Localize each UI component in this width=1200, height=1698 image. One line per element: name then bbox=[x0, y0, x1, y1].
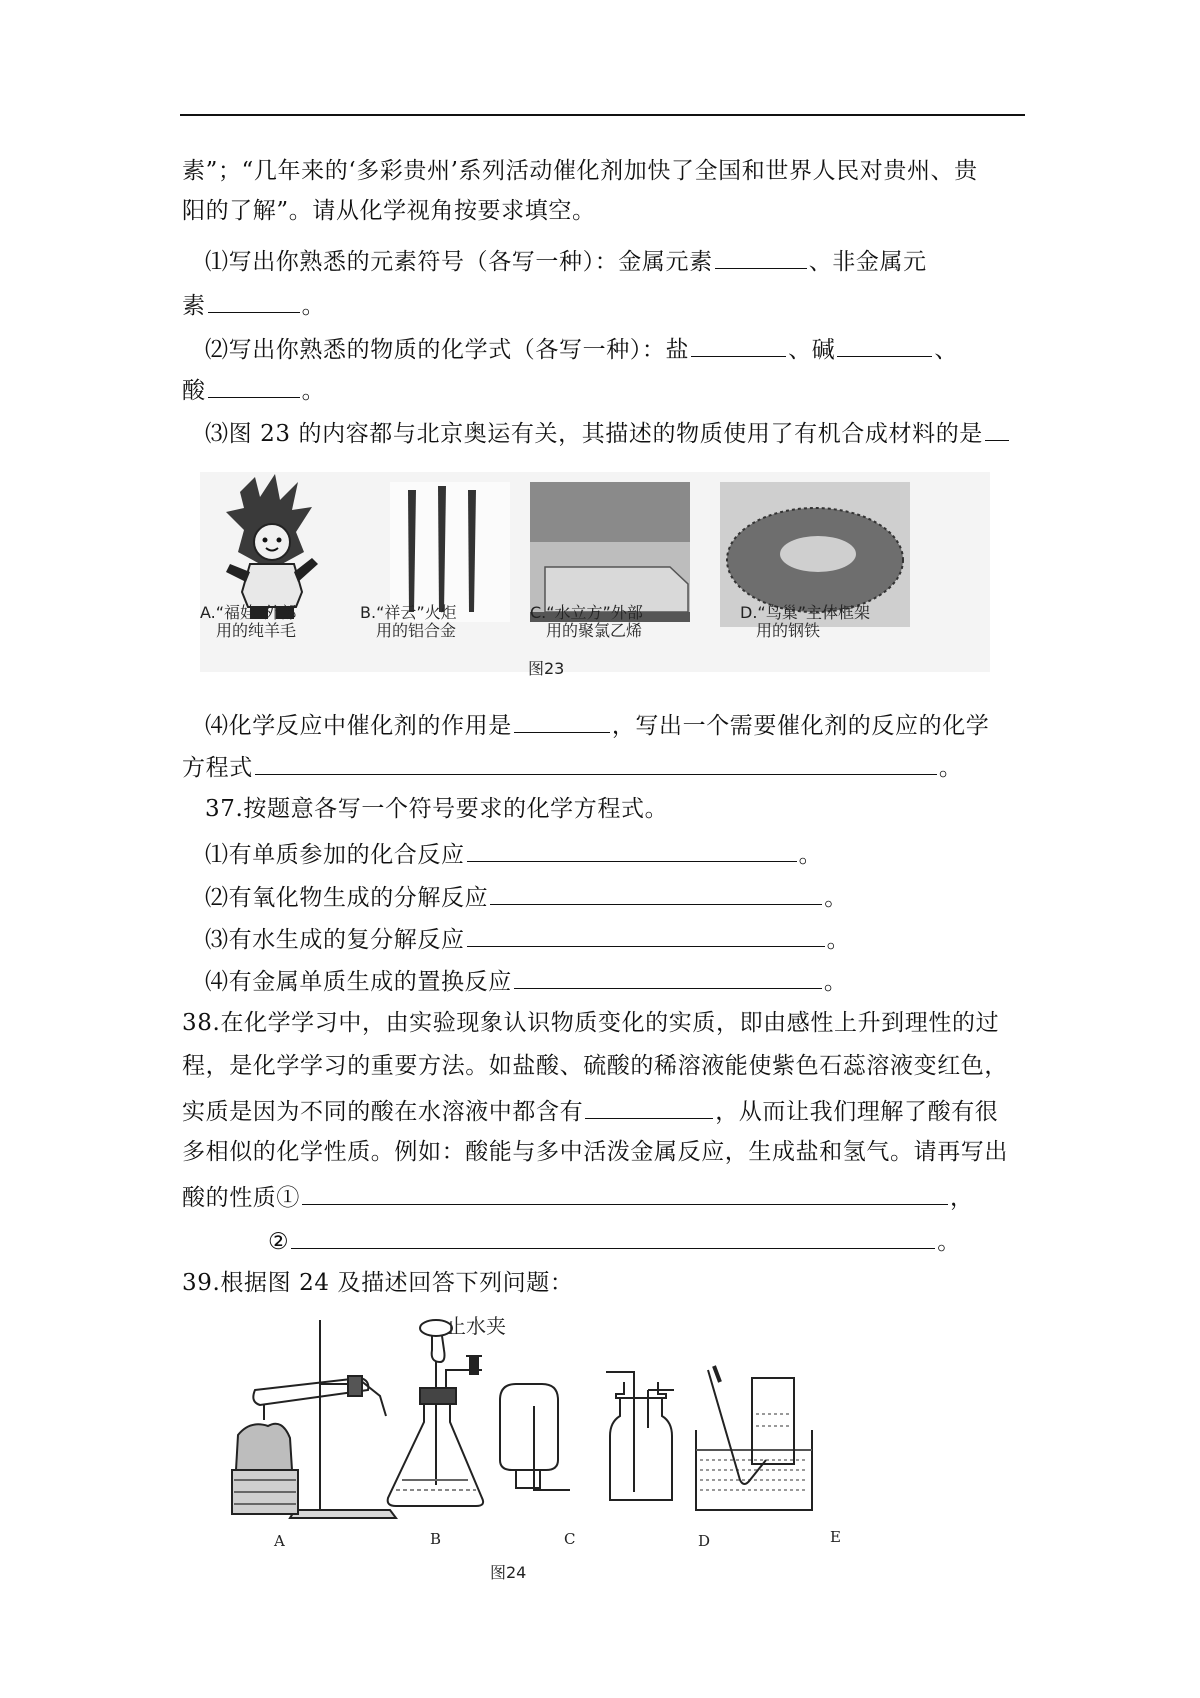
answer-blank bbox=[985, 416, 1009, 441]
dunhao: 、 bbox=[934, 337, 958, 363]
answer-blank bbox=[585, 1094, 713, 1119]
caption-d-line-1: D.“鸟巢”主体框架 bbox=[740, 603, 870, 622]
apparatus-e-drawing bbox=[696, 1366, 812, 1510]
period: 。 bbox=[826, 927, 851, 953]
q38-line-3 bbox=[182, 1094, 998, 1127]
caption-b-line-1: B.“祥云”火炬 bbox=[360, 603, 457, 622]
figure-23 bbox=[200, 472, 990, 682]
apparatus-d-drawing bbox=[606, 1372, 674, 1500]
period: 。 bbox=[938, 755, 963, 781]
q39-intro: 39.根据图 24 及描述回答下列问题： bbox=[182, 1270, 574, 1296]
answer-blank bbox=[467, 922, 825, 947]
q36-part4 bbox=[205, 708, 989, 741]
figure-24 bbox=[220, 1310, 940, 1580]
apparatus-a-drawing bbox=[232, 1320, 396, 1518]
answer-blank bbox=[837, 332, 932, 357]
q36-part4-text: ⑷化学反应中催化剂的作用是 bbox=[205, 713, 512, 739]
answer-blank bbox=[291, 1224, 935, 1249]
q38-line-5 bbox=[182, 1180, 974, 1213]
q37-item-4 bbox=[205, 964, 847, 997]
figure-23-caption-d bbox=[740, 604, 870, 640]
q37-item-2 bbox=[205, 880, 848, 913]
q36-part2-cont bbox=[182, 373, 325, 406]
caption-a-line-1: A.“福娃”外部 bbox=[200, 603, 297, 622]
answer-blank bbox=[467, 837, 797, 862]
header-rule bbox=[180, 114, 1025, 116]
period: 。 bbox=[301, 378, 326, 404]
answer-blank bbox=[208, 288, 300, 313]
answer-blank bbox=[691, 332, 786, 357]
period: 。 bbox=[937, 1229, 961, 1255]
q36-part4-cont bbox=[182, 750, 962, 783]
period: 。 bbox=[798, 842, 823, 868]
apparatus-label-b: B bbox=[430, 1530, 442, 1548]
q36-part3-text: ⑶图 23 的内容都与北京奥运有关，其描述的物质使用了有机合成材料的是 bbox=[205, 421, 983, 447]
q37-item-2-text: ⑵有氧化物生成的分解反应 bbox=[205, 885, 489, 911]
q37-item-4-text: ⑷有金属单质生成的置换反应 bbox=[205, 969, 512, 995]
apparatus-c-drawing bbox=[500, 1384, 570, 1490]
answer-blank bbox=[715, 244, 807, 269]
caption-d-line-2: 用的钢铁 bbox=[756, 621, 821, 640]
q37-item-1 bbox=[205, 837, 822, 870]
q38-line-3-text: 实质是因为不同的酸在水溶液中都含有 bbox=[182, 1099, 584, 1125]
apparatus-label-d: D bbox=[698, 1532, 711, 1550]
caption-c-line-2: 用的聚氯乙烯 bbox=[546, 621, 643, 640]
figure-23-caption-b bbox=[360, 604, 457, 640]
q38-line-1: 38.在化学学习中，由实验现象认识物质变化的实质，即由感性上升到理性的过 bbox=[182, 1010, 1000, 1036]
q36-text-line-1: 素”；“几年来的‘多彩贵州’系列活动催化剂加快了全国和世界人民对贵州、贵 bbox=[182, 158, 978, 184]
q38-line-4: 多相似的化学性质。例如：酸能与多中活泼金属反应，生成盐和氢气。请再写出 bbox=[182, 1139, 1008, 1165]
q36-part1-text-c: 素 bbox=[182, 293, 206, 319]
q38-line-5-text: 酸的性质① bbox=[182, 1185, 300, 1211]
q36-part4-text-b: ，写出一个需要催化剂的反应的化学 bbox=[611, 713, 990, 739]
q36-part2-text: ⑵写出你熟悉的物质的化学式（各写一种）：盐 bbox=[205, 337, 690, 363]
q37-intro: 37.按题意各写一个符号要求的化学方程式。 bbox=[205, 796, 669, 822]
apparatus-label-e: E bbox=[830, 1528, 841, 1546]
apparatus-label-c: C bbox=[564, 1530, 576, 1548]
figure-23-label: 图23 bbox=[528, 659, 565, 678]
q38-line-2: 程，是化学学习的重要方法。如盐酸、硫酸的稀溶液能使紫色石蕊溶液变红色， bbox=[182, 1053, 1008, 1079]
q36-part1-text-b: 、非金属元 bbox=[808, 249, 927, 275]
period: 。 bbox=[823, 969, 848, 995]
torch-image bbox=[390, 482, 510, 622]
q36-part2 bbox=[205, 332, 958, 365]
comma: ， bbox=[950, 1185, 974, 1211]
figure-23-photos bbox=[200, 472, 990, 682]
period: 。 bbox=[301, 293, 326, 319]
figure-23-caption-c bbox=[530, 604, 643, 640]
answer-blank bbox=[208, 373, 300, 398]
answer-blank bbox=[514, 964, 822, 989]
figure-23-caption-a bbox=[200, 604, 296, 640]
q38-line-3-text-b: ，从而让我们理解了酸有很 bbox=[715, 1099, 999, 1125]
answer-blank bbox=[255, 750, 937, 775]
q37-item-3 bbox=[205, 922, 850, 955]
caption-b-line-2: 用的铝合金 bbox=[376, 621, 457, 640]
q36-part2-text-b: 、碱 bbox=[788, 337, 836, 363]
q37-item-1-text: ⑴有单质参加的化合反应 bbox=[205, 842, 465, 868]
caption-c-line-1: C.“水立方”外部 bbox=[530, 603, 643, 622]
q36-part1 bbox=[205, 244, 927, 277]
apparatus-label-a: A bbox=[274, 1532, 285, 1550]
apparatus-b-drawing bbox=[388, 1320, 483, 1506]
q36-part1-text: ⑴写出你熟悉的元素符号（各写一种）：金属元素 bbox=[205, 249, 713, 275]
q38-line-6-text: ② bbox=[268, 1229, 290, 1255]
caption-a-line-2: 用的纯羊毛 bbox=[216, 621, 297, 640]
answer-blank bbox=[302, 1180, 948, 1205]
answer-blank bbox=[490, 880, 822, 905]
water-cube-image bbox=[530, 482, 690, 622]
period: 。 bbox=[824, 885, 848, 911]
q36-part1-cont bbox=[182, 288, 325, 321]
figure-24-label: 图24 bbox=[490, 1563, 527, 1582]
q36-text-line-2: 阳的了解”。请从化学视角按要求填空。 bbox=[182, 198, 596, 224]
q36-part3 bbox=[205, 416, 1011, 449]
q38-line-6 bbox=[268, 1224, 961, 1257]
answer-blank bbox=[514, 708, 610, 733]
q37-item-3-text: ⑶有水生成的复分解反应 bbox=[205, 927, 465, 953]
clamp-label: 止水夹 bbox=[446, 1314, 506, 1338]
q36-part2-text-c: 酸 bbox=[182, 378, 206, 404]
q36-part4-text-c: 方程式 bbox=[182, 755, 253, 781]
